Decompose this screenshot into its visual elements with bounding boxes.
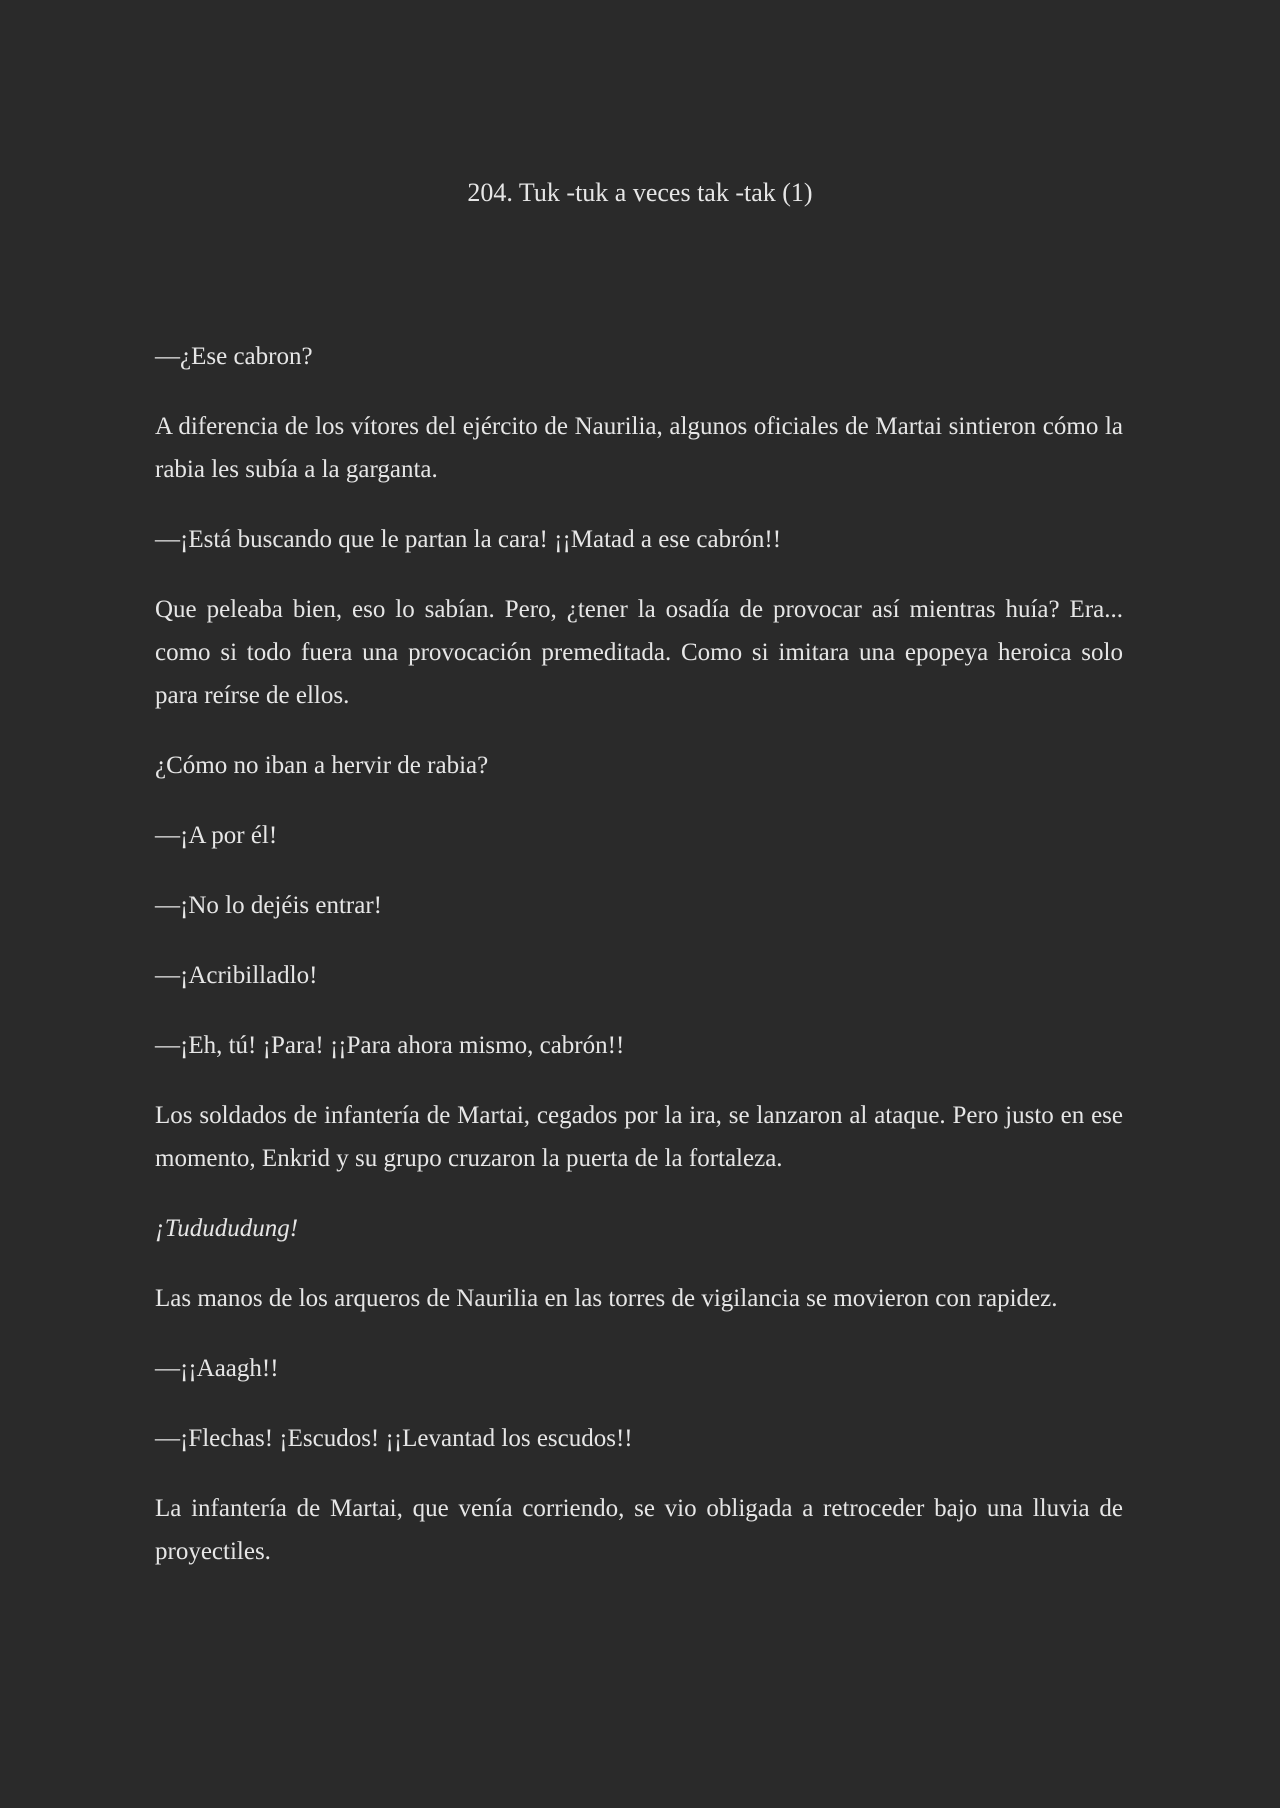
paragraph-dialogue: —¡Está buscando que le partan la cara! ¡¡Matad a ese cabrón!! (155, 526, 782, 553)
paragraph-dialogue: —¡Acribilladlo! (155, 962, 318, 989)
paragraph-narration: Las manos de los arqueros de Naurilia en las torres de vigilancia se movieron con rapidez. (155, 1285, 1058, 1312)
paragraph-narration: ¿Cómo no iban a hervir de rabia? (155, 752, 489, 779)
chapter-content (155, 335, 1123, 1600)
paragraph-sound-effect: ¡Tudududung! (155, 1215, 299, 1242)
paragraph-narration: A diferencia de los vítores del ejército de Naurilia, algunos oficiales de Martai sintieron cómo la rabia les subía a la garganta. (155, 413, 1123, 483)
paragraph-dialogue: —¡No lo dejéis entrar! (155, 892, 383, 919)
paragraph-dialogue: —¡A por él! (155, 822, 278, 849)
paragraph-dialogue: —¿Ese cabron? (155, 343, 313, 370)
paragraph-narration: Los soldados de infantería de Martai, cegados por la ira, se lanzaron al ataque. Pero justo en ese momento, Enkrid y su grupo cruzaron la puerta de la fortaleza. (155, 1102, 1123, 1172)
paragraph-dialogue: —¡Eh, tú! ¡Para! ¡¡Para ahora mismo, cabrón!! (155, 1032, 625, 1059)
paragraph-dialogue: —¡¡Aaagh!! (155, 1355, 279, 1382)
paragraph-narration: Que peleaba bien, eso lo sabían. Pero, ¿tener la osadía de provocar así mientras huía? Era... como si todo fuera una provocación premeditada. Como si imitara una epopeya heroica solo para reírse de ellos. (155, 596, 1123, 709)
paragraph-narration: La infantería de Martai, que venía corriendo, se vio obligada a retroceder bajo una lluvia de proyectiles. (155, 1495, 1123, 1565)
paragraph-dialogue: —¡Flechas! ¡Escudos! ¡¡Levantad los escudos!! (155, 1425, 633, 1452)
chapter-title: 204. Tuk -tuk a veces tak -tak (1) (467, 178, 813, 207)
